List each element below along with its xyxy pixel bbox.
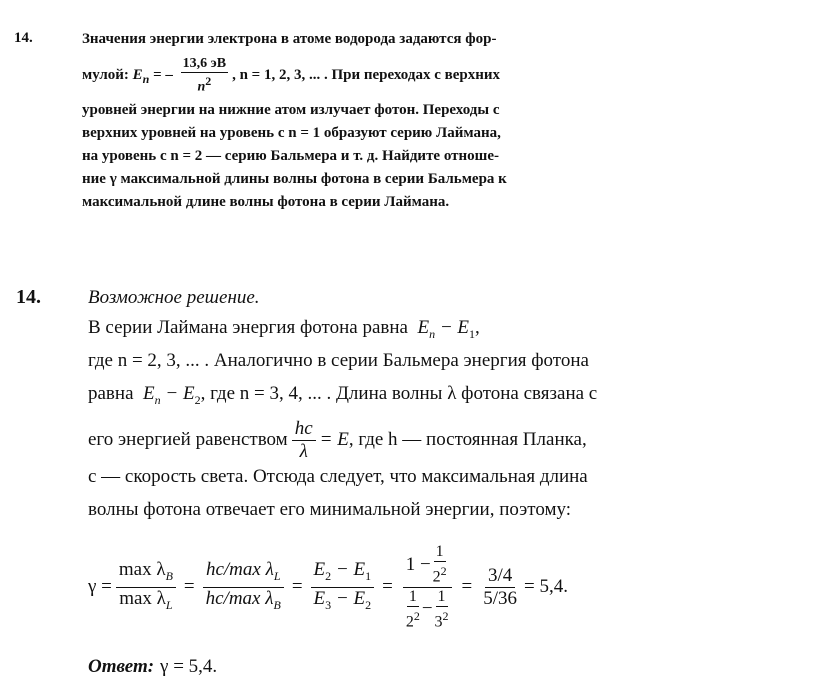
solution-line-4 <box>88 415 708 465</box>
ratio-1-den-sub: L <box>165 597 173 612</box>
solution-heading: Возможное решение. <box>88 287 260 308</box>
gamma-result: = 5,4. <box>524 576 568 597</box>
ratio-1-den-text: max λ <box>119 587 166 609</box>
problem-line-7: максимальной длине волны фотона в серии Лаймана. <box>82 194 450 210</box>
ratio-1-denominator <box>116 588 175 616</box>
answer-value: γ = 5,4. <box>160 656 218 677</box>
balmer-sub-n: n <box>154 392 161 407</box>
solution-line-1-end: , <box>475 317 480 338</box>
balmer-energy-En: E <box>143 383 155 404</box>
ratio-3-den-a-sub: 3 <box>325 597 332 612</box>
mini-den-1-power: 2 <box>440 564 447 579</box>
energy-fraction-numerator: 13,6 эВ <box>182 55 227 71</box>
ratio-2-denominator <box>203 588 284 616</box>
ratio-1-num-text: max λ <box>118 558 166 580</box>
ratio-2-den-sub: B <box>273 597 281 612</box>
ratio-3-num-a: E <box>313 558 326 580</box>
ratio-fraction-5 <box>480 565 520 610</box>
ratio-4-one-minus: 1 − <box>405 553 431 575</box>
ratio-5-numerator: 3/4 <box>485 565 515 588</box>
problem-line-6: ние γ максимальной длины волны фотона в серии Бальмера к <box>82 171 507 187</box>
problem-text <box>82 28 582 214</box>
equals-sign-3: = <box>382 576 393 597</box>
energy-fraction-denominator <box>197 73 211 96</box>
mini-den-2 <box>406 607 420 631</box>
ratio-3-numerator <box>311 559 375 588</box>
ratio-1-num-sub: B <box>165 568 173 583</box>
balmer-sub-2: 2 <box>194 392 201 407</box>
mini-den-3-power: 2 <box>442 608 449 623</box>
problem-line-2-prefix: мулой: <box>82 66 129 83</box>
solution-line-3-post: , где n = 3, 4, ... . Длина волны λ фотона связана с <box>200 383 598 404</box>
ratio-fraction-2 <box>203 559 284 616</box>
energy-symbol: E <box>132 66 143 83</box>
mini-den-1-base: 2 <box>432 568 441 586</box>
problem-line-3: уровней энергии на нижние атом излучает фотон. Переходы с <box>82 102 500 118</box>
ratio-fraction-1 <box>116 559 176 616</box>
ratio-4-den-minus: − <box>421 598 433 620</box>
gamma-eq: γ = <box>88 576 112 597</box>
ratio-3-denominator <box>311 588 375 616</box>
solution-text <box>88 286 708 687</box>
hc-over-lambda-fraction <box>292 418 316 463</box>
ratio-2-num-text: hc/max λ <box>205 558 274 580</box>
energy-den-var: n <box>197 79 206 95</box>
answer-label: Ответ: <box>88 656 155 677</box>
gamma-formula <box>88 533 708 641</box>
ratio-fraction-3 <box>311 559 375 616</box>
solution-line-5: c — скорость света. Отсюда следует, что максимальная длина <box>88 466 588 487</box>
hc-numerator: hc <box>292 418 316 441</box>
energy-fraction <box>181 55 228 96</box>
problem-line-1: Значения энергии электрона в атоме водорода задаются фор- <box>82 31 497 47</box>
ratio-3-num-a-sub: 2 <box>325 568 332 583</box>
solution-number: 14. <box>16 286 41 308</box>
solution-line-4-pre: его энергией равенством <box>88 429 288 450</box>
energy-subscript: n <box>142 71 150 86</box>
ratio-3-num-b: − E <box>331 558 366 580</box>
solution-line-3 <box>88 382 708 415</box>
mini-den-2-power: 2 <box>413 608 420 623</box>
ratio-3-den-b: − E <box>331 587 366 609</box>
problem-number: 14. <box>14 30 33 46</box>
lyman-energy-En: E <box>417 317 430 338</box>
ratio-4-numerator <box>403 543 452 587</box>
solution-line-3-pre: равна <box>88 383 134 404</box>
equals-sign-2: = <box>291 576 303 597</box>
ratio-4-num-mini-fraction <box>433 543 447 586</box>
ratio-fraction-4 <box>401 543 454 631</box>
solution-line-4-post: , где h — постоянная Планка, <box>348 429 587 450</box>
energy-formula <box>133 55 232 96</box>
mini-num-1: 1 <box>435 543 444 561</box>
lyman-sub-1: 1 <box>469 326 475 341</box>
lambda-denominator: λ <box>299 440 308 462</box>
equals-sign-1: = <box>183 576 195 597</box>
ratio-3-num-b-sub: 1 <box>365 568 372 583</box>
mini-num-3: 1 <box>437 587 446 605</box>
balmer-energy-E2: − E <box>160 383 195 404</box>
mini-den-3 <box>435 607 449 631</box>
equals-sign-4: = <box>461 576 473 597</box>
problem-line-2 <box>82 51 582 99</box>
ratio-1-numerator <box>116 559 176 588</box>
ratio-4-den-mini-fraction-a <box>406 588 420 631</box>
mini-den-2-base: 2 <box>405 612 414 630</box>
lyman-sub-n: n <box>429 326 436 341</box>
problem-line-2-suffix: , n = 1, 2, 3, ... . При переходах с верхних <box>232 66 500 83</box>
mini-den-1 <box>433 562 447 586</box>
mini-num-2: 1 <box>408 587 417 605</box>
solution-line-1-text: В серии Лаймана энергия фотона равна <box>88 317 408 338</box>
ratio-4-den-mini-fraction-b <box>435 588 449 631</box>
equals-E: = E <box>319 429 349 450</box>
ratio-5-denominator: 5/36 <box>483 587 518 609</box>
solution-line-2: где n = 2, 3, ... . Аналогично в серии Бальмера энергия фотона <box>88 350 589 371</box>
problem-line-5: на уровень с n = 2 — серию Бальмера и т. д. Найдите отноше- <box>82 148 499 164</box>
answer-line <box>88 647 708 687</box>
ratio-2-num-sub: L <box>273 568 281 583</box>
ratio-3-den-a: E <box>313 587 326 609</box>
ratio-2-den-text: hc/max λ <box>205 587 274 609</box>
ratio-4-denominator <box>401 588 454 631</box>
mini-den-3-base: 3 <box>434 612 443 630</box>
solution-line-1 <box>88 316 708 349</box>
energy-eq: = – <box>149 66 173 83</box>
solution-line-6: волны фотона отвечает его минимальной энергии, поэтому: <box>88 499 572 520</box>
problem-line-4: верхних уровней на уровень с n = 1 образуют серию Лаймана, <box>82 125 501 141</box>
ratio-2-numerator <box>203 559 284 588</box>
ratio-3-den-b-sub: 2 <box>365 597 372 612</box>
energy-den-power: 2 <box>205 73 212 88</box>
lyman-energy-E1: − E <box>435 317 469 338</box>
